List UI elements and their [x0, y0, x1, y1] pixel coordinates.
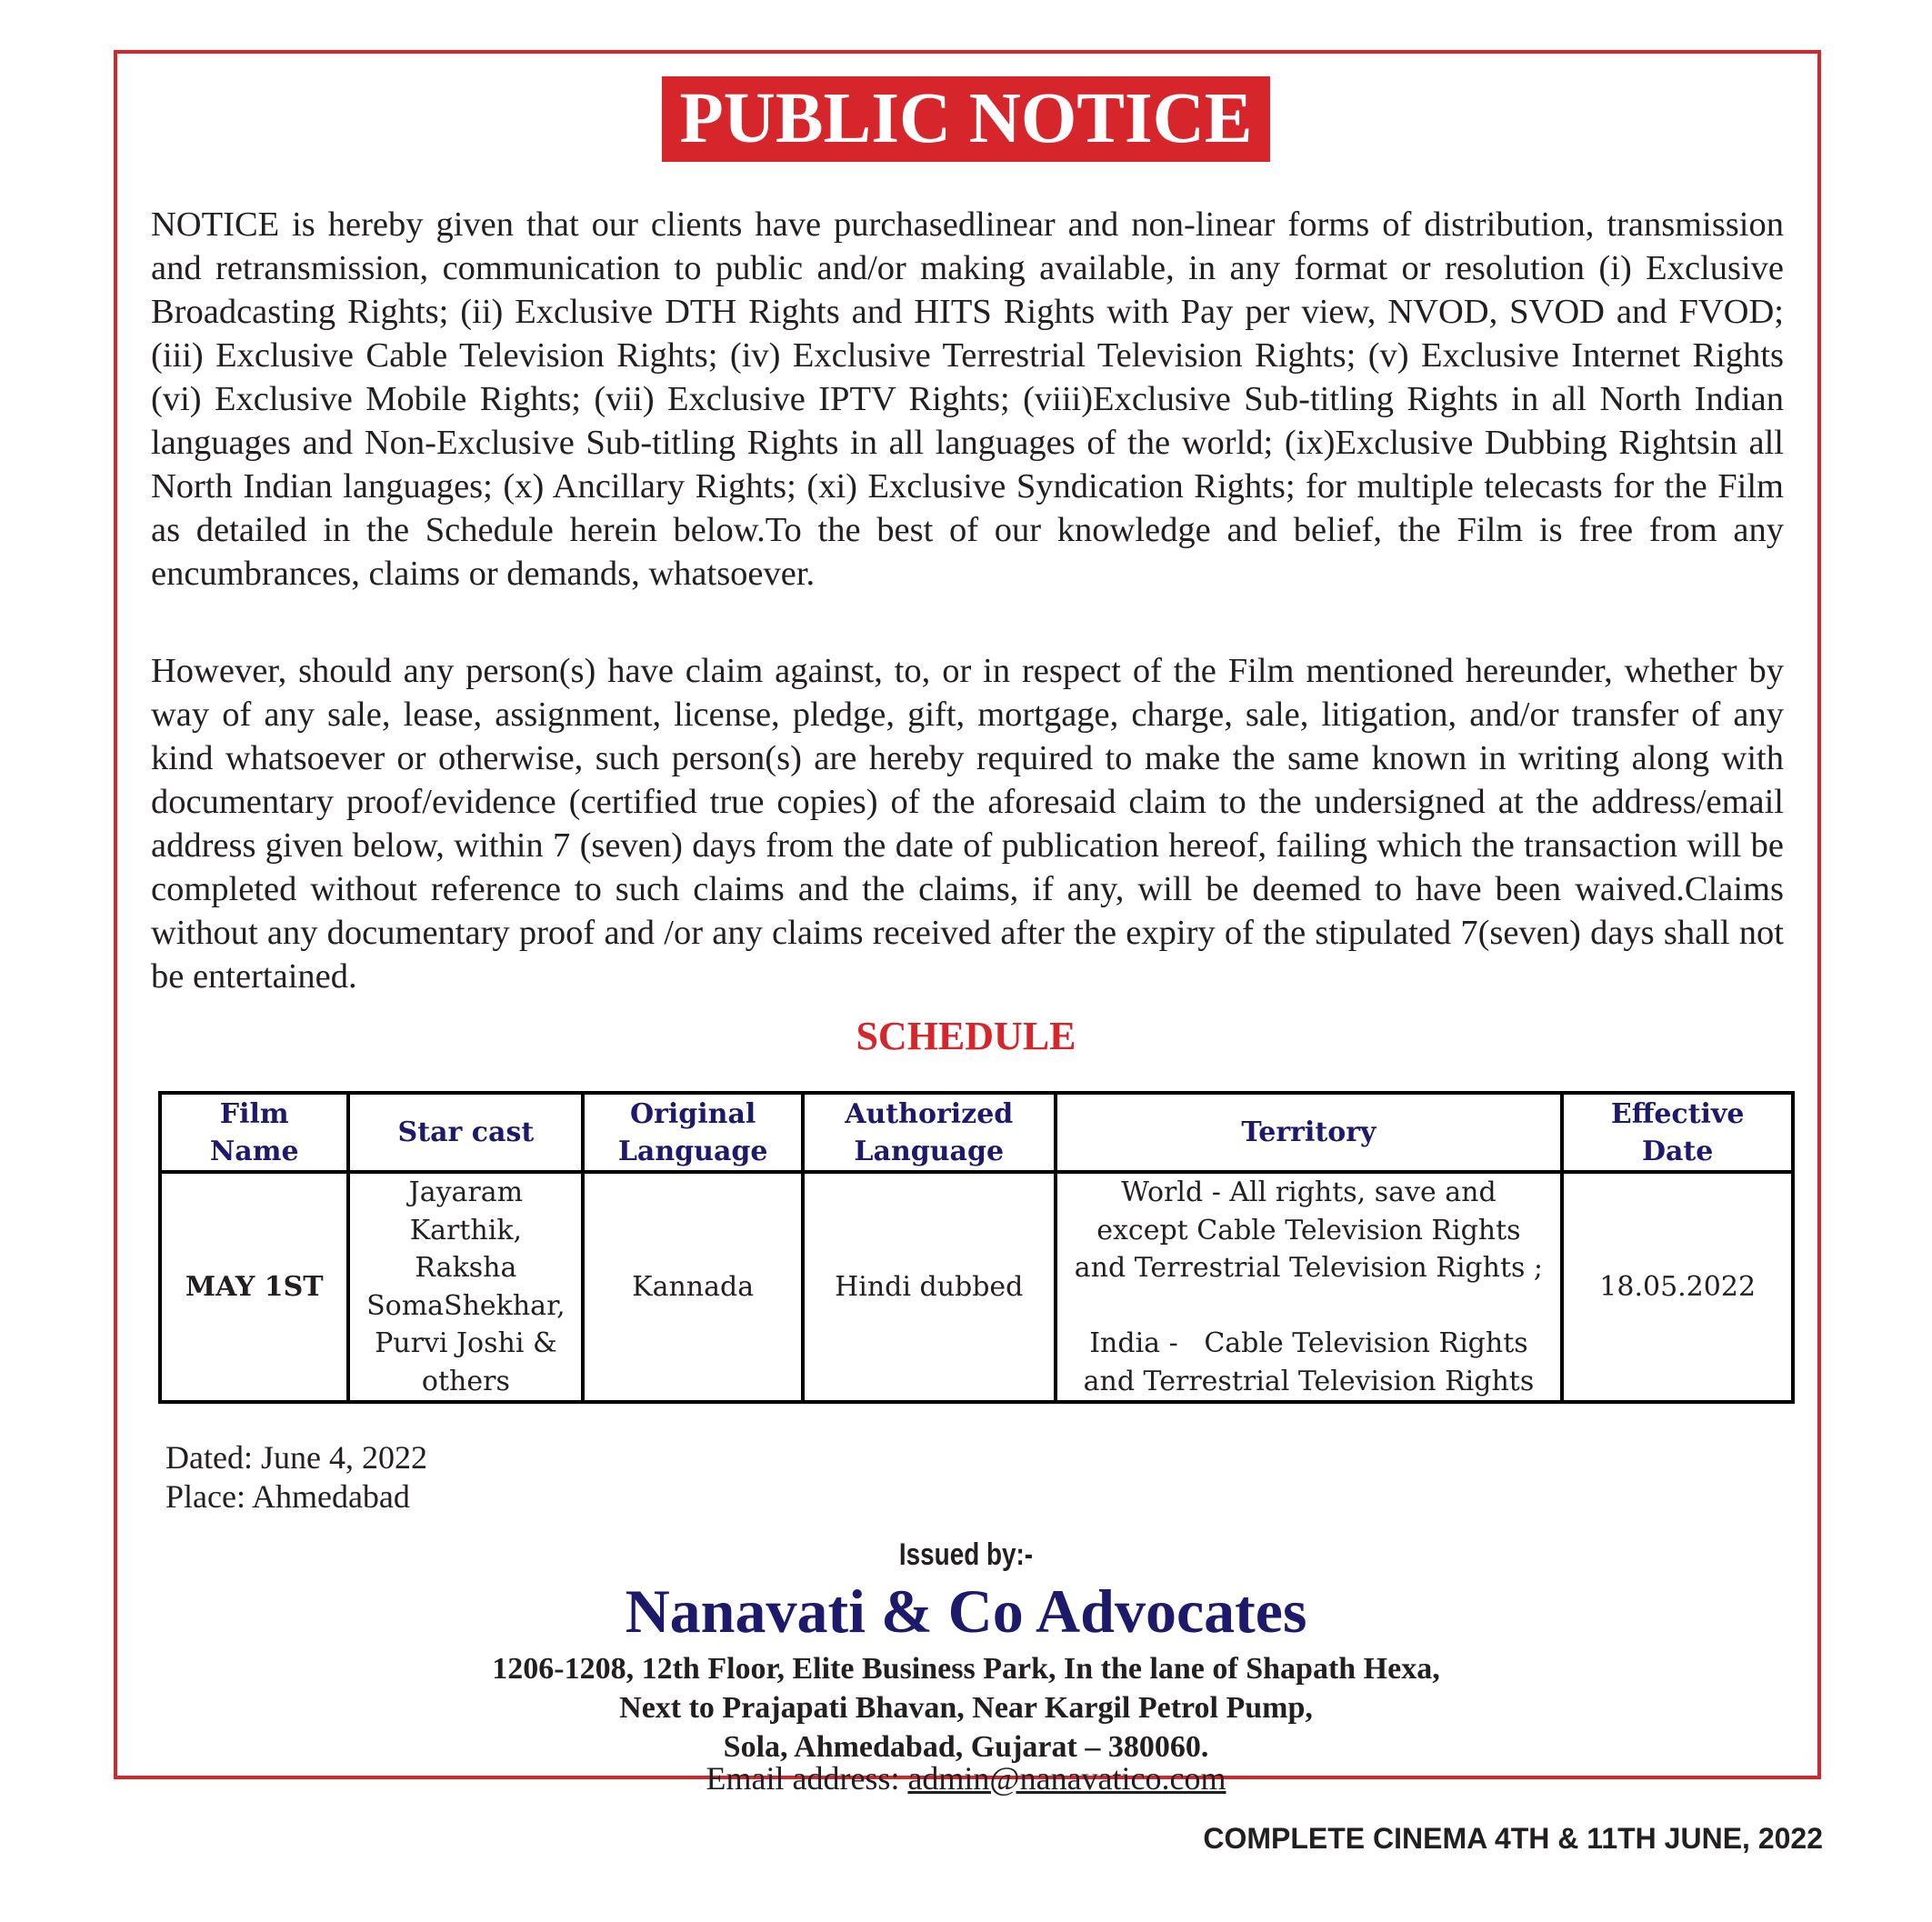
date-place-block [165, 1438, 427, 1517]
cell-effective-date: 18.05.2022 [1562, 1172, 1793, 1402]
firm-name: Nanavati & Co Advocates [625, 1577, 1307, 1646]
place-line: Place: Ahmedabad [165, 1478, 410, 1515]
schedule-table [158, 1091, 1795, 1404]
cell-original-language: Kannada [583, 1172, 803, 1402]
email-line [0, 1760, 1932, 1797]
cell-film-name: MAY 1ST [160, 1172, 348, 1402]
issued-by-label: Issued by:- [898, 1537, 1034, 1572]
schedule-heading: SCHEDULE [856, 1014, 1076, 1058]
firm-address: 1206-1208, 12th Floor, Elite Business Park, In the lane of Shapath Hexa, Next to Prajapati Bhavan, Near Kargil Petrol Pump, Sola, Ahmedabad, Gujarat – 380060. [492, 1652, 1440, 1764]
header-original-language: Original Language [583, 1093, 803, 1172]
notice-paragraph-1: NOTICE is hereby given that our clients have purchasedlinear and non-linear forms of distribution, transmission and retransmission, communication to public and/or making available, in any format or resolution (i) Exclusive Broadcasting Rights; (ii) Exclusive DTH Rights and HITS Rights with Pay per view, NVOD, SVOD and FVOD; (iii) Exclusive Cable Television Rights; (iv) Exclusive Terrestrial Television Rights; (v) Exclusive Internet Rights (vi) Exclusive Mobile Rights; (vii) Exclusive IPTV Rights; (viii)Exclusive Sub-titling Rights in all North Indian languages and Non-Exclusive Sub-titling Rights in all languages of the world; (ix)Exclusive Dubbing Rightsin all North Indian languages; (x) Ancillary Rights; (xi) Exclusive Syndication Rights; for multiple telecasts for the Film as detailed in the Schedule herein below.To the best of our knowledge and belief, the Film is free from any encumbrances, claims or demands, whatsoever. [151, 205, 1784, 593]
page-title: PUBLIC NOTICE [662, 76, 1271, 162]
dated-line: Dated: June 4, 2022 [165, 1439, 427, 1476]
table-row [160, 1172, 1793, 1402]
header-effective-date: Effective Date [1562, 1093, 1793, 1172]
header-star-cast: Star cast [348, 1093, 583, 1172]
title-banner [0, 76, 1932, 162]
email-link[interactable]: admin@nanavatico.com [907, 1760, 1226, 1797]
publication-footer: COMPLETE CINEMA 4TH & 11TH JUNE, 2022 [1203, 1822, 1823, 1855]
cell-star-cast: Jayaram Karthik, Raksha SomaShekhar, Purvi Joshi & others [348, 1172, 583, 1402]
table-header-row [160, 1093, 1793, 1172]
cell-authorized-language: Hindi dubbed [803, 1172, 1056, 1402]
notice-paragraph-2: However, should any person(s) have claim against, to, or in respect of the Film mentioned hereunder, whether by way of any sale, lease, assignment, license, pledge, gift, mortgage, charge, sale, litigation, and/or transfer of any kind whatsoever or otherwise, such person(s) are hereby required to make the same known in writing along with documentary proof/evidence (certified true copies) of the aforesaid claim to the undersigned at the address/email address given below, within 7 (seven) days from the date of publication hereof, failing which the transaction will be completed without reference to such claims and the claims, if any, will be deemed to have been waived.Claims without any documentary proof and /or any claims received after the expiry of the stipulated 7(seven) days shall not be entertained. [151, 652, 1784, 996]
header-authorized-language: Authorized Language [803, 1093, 1056, 1172]
cell-territory: World - All rights, save and except Cable Television Rights and Terrestrial Television Rights ; India - Cable Television Rights and Terrestrial Television Rights [1056, 1172, 1563, 1402]
email-label: Email address: [706, 1760, 900, 1797]
header-territory: Territory [1056, 1093, 1563, 1172]
header-film-name: Film Name [160, 1093, 348, 1172]
